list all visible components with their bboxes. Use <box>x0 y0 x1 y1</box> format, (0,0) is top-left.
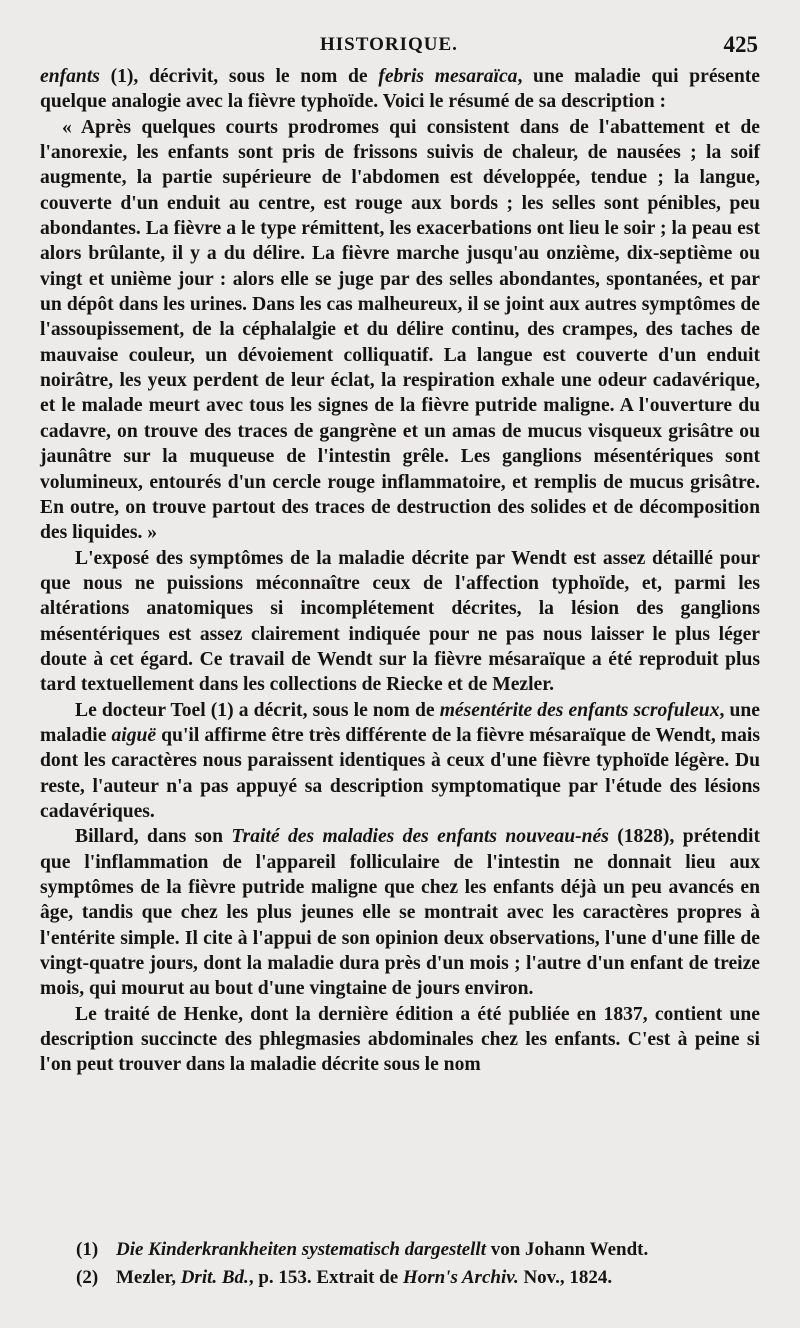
paragraph-1 <box>40 64 760 115</box>
footnote-1 <box>76 1236 760 1264</box>
text-run: , p. 153. Extrait de <box>248 1267 403 1288</box>
text-run: (1828), prétendit que l'inflammation de l'appareil folliculaire de l'intestin ne donnait lieu aux symptômes de la fièvre putride maligne que chez les enfants déjà un peu avancés en âge, tandis que chez les plus jeunes elle se montrait avec les caractères propres à l'entérite simple. Il cite à l'appui de son opinion deux observations, l'une d'une fille de vingt-quatre jours, dont la maladie dura près d'un mois ; l'autre d'un enfant de treize mois, qui mourut au bout d'une vingtaine de jours environ. <box>40 826 760 1000</box>
text-run: , une maladie <box>40 699 760 746</box>
text-run: Nov., 1824. <box>518 1267 613 1288</box>
text-run: , une maladie qui présente quelque analogie avec la fièvre typhoïde. Voici le résumé de sa description : <box>40 66 760 113</box>
text-run: Mezler, <box>116 1267 181 1288</box>
body-text <box>40 64 760 1078</box>
italic-text: mésentérite des enfants scrofuleux <box>439 699 720 721</box>
footnote-mark: (1) <box>76 1239 99 1260</box>
italic-text: Die Kinderkrankheiten systematisch dargestellt <box>116 1239 486 1260</box>
paragraph-4 <box>40 698 760 825</box>
text-run: Le docteur Toel (1) a décrit, sous le nom de <box>75 699 440 721</box>
text-run: qu'il affirme être très différente de la fièvre mésaraïque de Wendt, mais dont les caractères nous paraissent identiques à ceux d'une fièvre typhoïde légère. Du reste, l'auteur n'a pas appuyé sa description symptomatique par l'étude des lésions cadavériques. <box>40 724 760 822</box>
page-number: 425 <box>723 32 758 57</box>
italic-text: Horn's Archiv. <box>402 1267 519 1288</box>
text-run: von Johann Wendt. <box>485 1239 649 1260</box>
italic-text: aiguë <box>111 724 157 746</box>
footnotes <box>76 1236 760 1292</box>
running-title: HISTORIQUE. <box>320 34 458 55</box>
paragraph-5 <box>40 824 760 1001</box>
footnote-2 <box>76 1264 760 1292</box>
paragraph-2-quote: « Après quelques courts prodromes qui consistent dans de l'abattement et de l'anorexie, les enfants sont pris de frissons suivis de chaleur, de nausées ; la soif augmente, la partie supérieure de l'abdomen est développée, tendue ; la langue, couverte d'un enduit au centre, est rouge aux bords ; les selles sont pénibles, peu abondantes. La fièvre a le type rémittent, les exacerbations ont lieu le soir ; la peau est alors brûlante, il y a du délire. La fièvre marche jusqu'au onzième, dix-septième ou vingt et unième jour : alors elle se juge par des selles abondantes, spontanées, et par un dépôt dans les urines. Dans les cas malheureux, il se joint aux autres symptômes de l'assoupissement, de la céphalalgie et du délire continu, des crampes, des taches de mauvaise couleur, un dévoiement colliquatif. La langue est couverte d'un enduit noirâtre, les yeux perdent de leur éclat, la respiration exhale une odeur cadavérique, et le malade meurt avec tous les signes de la fièvre putride maligne. A l'ouverture du cadavre, on trouve des traces de gangrène et un amas de mucus visqueux grisâtre ou jaunâtre sur la muqueuse de l'intestin grêle. Les ganglions mésentériques sont volumineux, entourés d'un cercle rouge inflammatoire, et remplis de mucus grisâtre. En outre, on trouve partout des traces de destruction des solides et de décomposition des liquides. » <box>40 116 760 544</box>
text-run: Billard, dans son <box>75 826 232 848</box>
italic-text: Drit. Bd. <box>180 1267 249 1288</box>
text-run: (1), décrivit, sous le nom de <box>99 66 379 87</box>
paragraph-6: Le traité de Henke, dont la dernière édition a été publiée en 1837, contient une description succincte des phlegmasies abdominales chez les enfants. C'est à peine si l'on peut trouver dans la maladie décrite sous le nom <box>40 1003 760 1076</box>
paragraph-3: L'exposé des symptômes de la maladie décrite par Wendt est assez détaillé pour que nous ne puissions méconnaître ceux de l'affection typhoïde, et, parmi les altérations anatomiques si incomplétement décrites, la lésion des ganglions mésentériques est assez clairement indiquée pour ne pas nous laisser le plus léger doute à cet égard. Ce travail de Wendt sur la fièvre mésaraïque a été reproduit plus tard textuellement dans les collections de Riecke et de Mezler. <box>40 547 760 696</box>
italic-text: enfants <box>40 66 100 87</box>
page-header <box>40 34 758 60</box>
italic-text: Traité des maladies des enfants nouveau-nés <box>231 826 609 848</box>
italic-text: febris mesaraïca <box>378 66 518 87</box>
footnote-mark: (2) <box>76 1267 99 1288</box>
